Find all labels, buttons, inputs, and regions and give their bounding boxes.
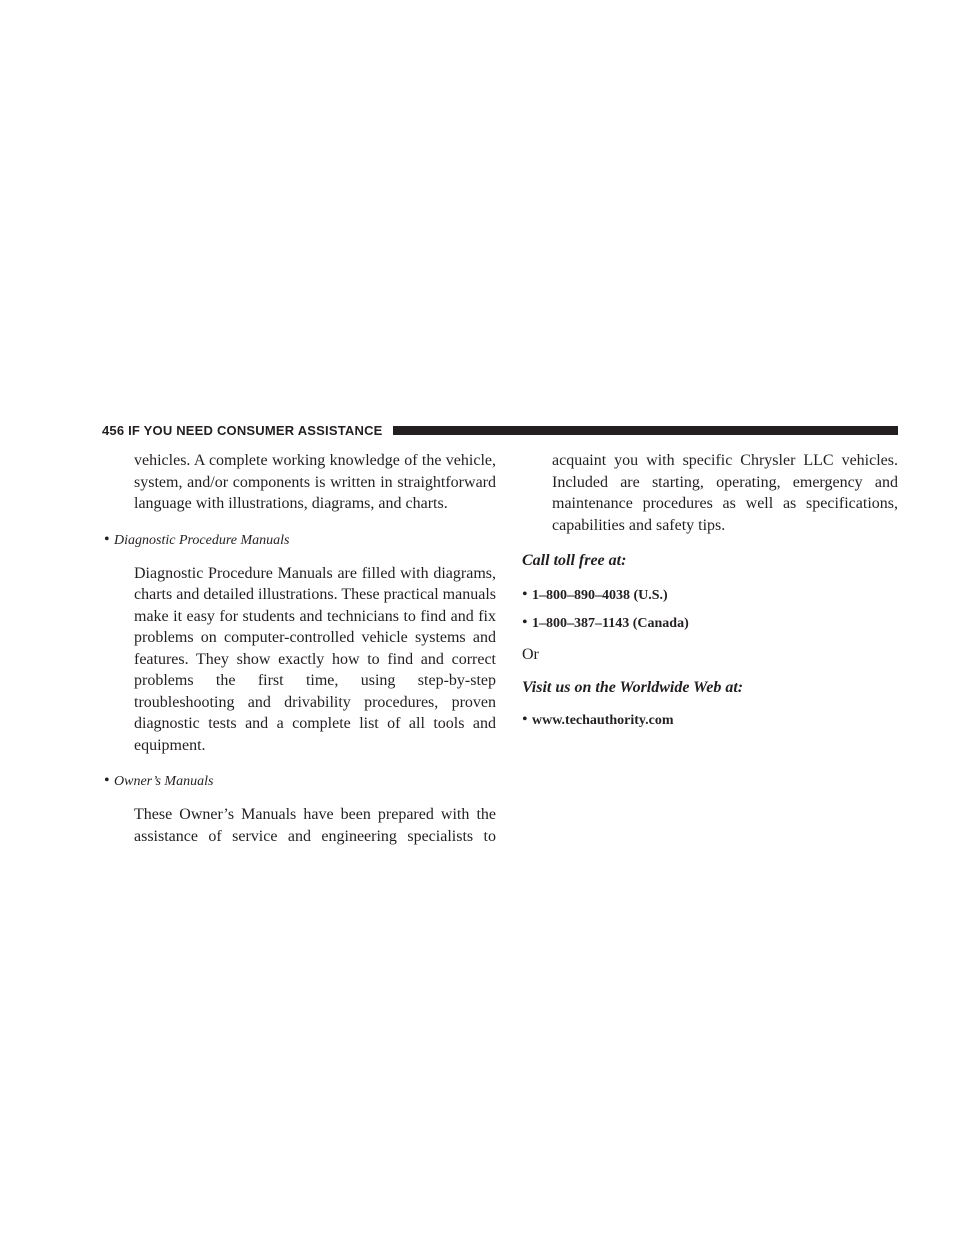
left-column	[104, 450, 496, 847]
paragraph-vehicles: vehicles. A complete working knowledge of the vehicle, system, and/or components is written in straightforward language with illustrations, diagrams, and charts.	[134, 452, 496, 512]
bullet-diagnostic-manuals	[104, 531, 496, 549]
bullet-icon: •	[522, 613, 528, 631]
bullet-icon: •	[104, 772, 110, 789]
page-number-and-section: 456 IF YOU NEED CONSUMER ASSISTANCE	[102, 422, 383, 438]
phone-canada-item	[522, 614, 898, 632]
bullet-label: Owner’s Manuals	[114, 774, 214, 789]
bullet-label: Diagnostic Procedure Manuals	[114, 532, 290, 548]
call-heading: Call toll free at:	[522, 552, 627, 569]
web-heading: Visit us on the Worldwide Web at:	[522, 679, 744, 696]
paragraph-owners: These Owner’s Manuals have been prepared with the assistance of service and engineering specialists to	[134, 806, 496, 845]
bullet-icon: •	[522, 710, 528, 728]
phone-us: 1–800–890–4038 (U.S.)	[532, 587, 668, 603]
bullet-icon: •	[522, 585, 528, 603]
right-column	[522, 450, 898, 729]
paragraph-acquaint: acquaint you with specific Chrysler LLC vehicles. Included are starting, operating, emergency and maintenance procedures as well as specifications, capabilities and safety tips.	[552, 452, 898, 534]
or-text: Or	[522, 645, 539, 663]
phone-canada: 1–800–387–1143 (Canada)	[532, 615, 689, 631]
paragraph-diagnostic: Diagnostic Procedure Manuals are filled with diagrams, charts and detailed illustrations. These practical manuals make it easy for students and technicians to find and fix problems on computer-controlled vehicle systems and features. They show exactly how to find and correct problems the first time, using step-by-step troubleshooting and drivability procedures, proven diagnostic tests and a complete list of all tools and equipment.	[134, 564, 496, 754]
website-item	[522, 711, 898, 729]
bullet-owners-manuals	[104, 772, 496, 790]
header-rule	[393, 426, 898, 435]
bullet-icon: •	[104, 530, 110, 548]
phone-us-item	[522, 586, 898, 604]
website-link[interactable]: www.techauthority.com	[532, 712, 674, 728]
page-header	[102, 421, 898, 439]
